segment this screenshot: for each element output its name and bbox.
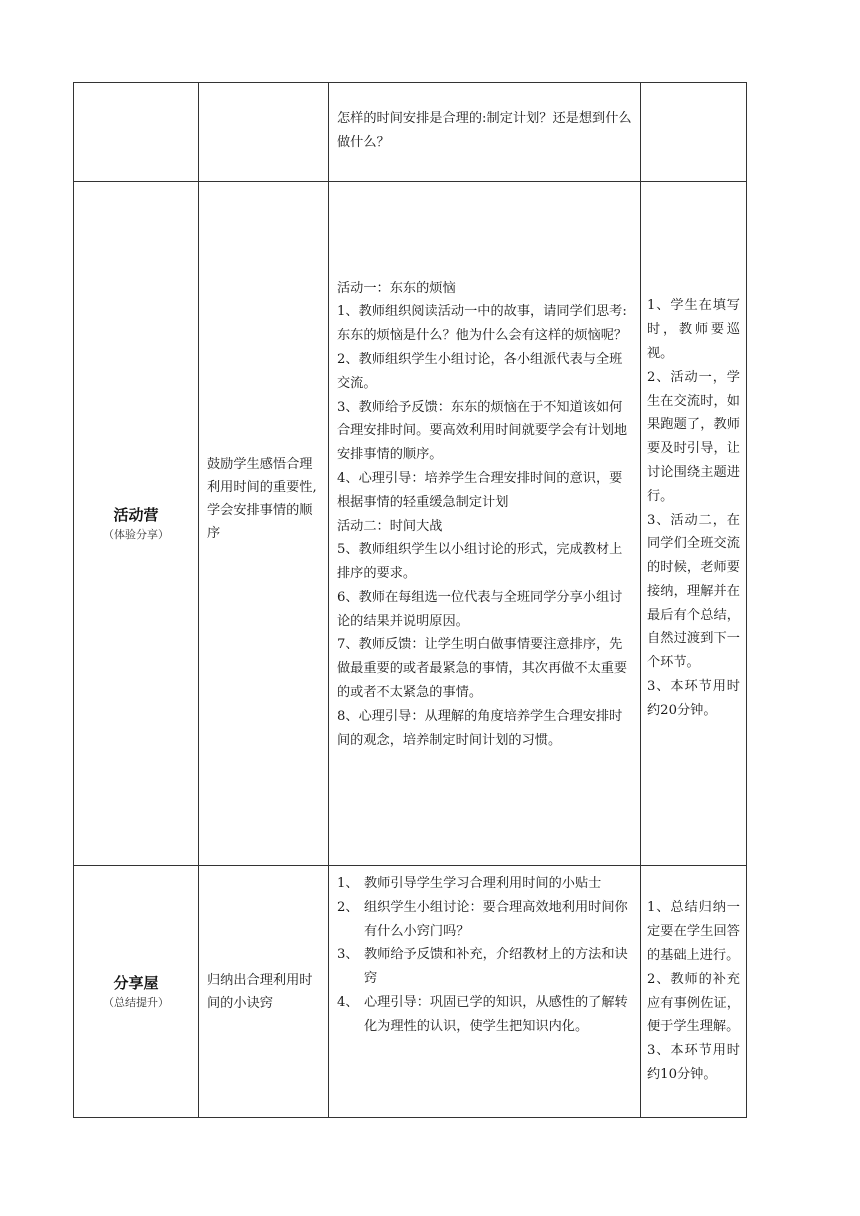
note-line: 3、本环节用时约10分钟。 [647, 1043, 740, 1082]
lesson-plan-table [73, 82, 747, 1118]
goal-cell [199, 83, 329, 182]
stage-subtitle: （总结提升） [103, 995, 169, 1009]
process-line: 8、心理引导：从理解的角度培养学生合理安排时间的观念，培养制定时间计划的习惯。 [337, 708, 623, 748]
process-line: 4、心理引导：培养学生合理安排时间的意识，要根据事情的轻重缓急制定计划 [337, 470, 623, 510]
process-list [337, 872, 632, 1039]
table-row-continuation [74, 83, 747, 182]
note-line: 1、总结归纳一定要在学生回答的基础上进行。 [647, 900, 740, 963]
stage-title: 活动营 [113, 505, 159, 524]
list-item: 3、 教师给予反馈和补充，介绍教材上的方法和诀窍 [337, 947, 628, 987]
list-item: 2、 组织学生小组讨论：要合理高效地利用时间你有什么小窍门吗？ [337, 899, 628, 939]
stage-cell [74, 866, 199, 1118]
note-line: 2、教师的补充应有事例佐证，便于学生理解。 [647, 971, 740, 1035]
process-cell [329, 182, 641, 866]
process-cell [329, 866, 641, 1118]
process-line: 3、教师给予反馈：东东的烦恼在于不知道该如何合理安排时间。要高效利用时间就要学会有计划地安排事情的顺序。 [337, 399, 628, 463]
process-line: 7、教师反馈：让学生明白做事情要注意排序，先做最重要的或者最紧急的事情，其次再做不太重要的或者不太紧急的事情。 [337, 637, 628, 701]
process-line: 2、教师组织学生小组讨论，各小组派代表与全班交流。 [337, 351, 623, 391]
stage-subtitle: （体验分享） [103, 527, 169, 541]
goal-cell: 归纳出合理利用时间的小诀窍 [199, 866, 329, 1118]
note-line: 2、活动一，学生在交流时，如果跑题了，教师要及时引导，让讨论围绕主题进行。 [647, 369, 740, 504]
stage-cell [74, 182, 199, 866]
table-row-sharing [74, 866, 747, 1118]
process-line: 怎样的时间安排是合理的:制定计划？还是想到什么做什么？ [337, 111, 632, 150]
process-line: 活动一：东东的烦恼 [337, 280, 456, 296]
process-line: 6、教师在每组选一位代表与全班同学分享小组讨论的结果并说明原因。 [337, 589, 623, 629]
list-item: 4、 心理引导：巩固已学的知识，从感性的了解转化为理性的认识，使学生把知识内化。 [337, 994, 628, 1034]
stage-cell [74, 83, 199, 182]
note-line: 3、活动二，在同学们全班交流的时候，老师要接纳，理解并在最后有个总结，自然过渡到下一个环节。 [647, 512, 740, 671]
table-row-activity [74, 182, 747, 866]
stage-title: 分享屋 [113, 973, 159, 992]
note-line: 3、本环节用时约20分钟。 [647, 679, 740, 718]
note-line: 1、学生在填写时，教师要巡视。 [647, 298, 740, 361]
notes-cell [641, 182, 747, 866]
list-item: 1、 教师引导学生学习合理利用时间的小贴士 [337, 876, 602, 891]
process-line: 活动二：时间大战 [337, 518, 443, 534]
process-line: 1、教师组织阅读活动一中的故事，请同学们思考:东东的烦恼是什么？他为什么会有这样的烦恼呢？ [337, 304, 628, 344]
process-cell [329, 83, 641, 182]
notes-cell [641, 83, 747, 182]
goal-cell: 鼓励学生感悟合理利用时间的重要性,学会安排事情的顺序 [199, 182, 329, 866]
notes-cell [641, 866, 747, 1118]
process-line: 5、教师组织学生以小组讨论的形式，完成教材上排序的要求。 [337, 542, 623, 582]
